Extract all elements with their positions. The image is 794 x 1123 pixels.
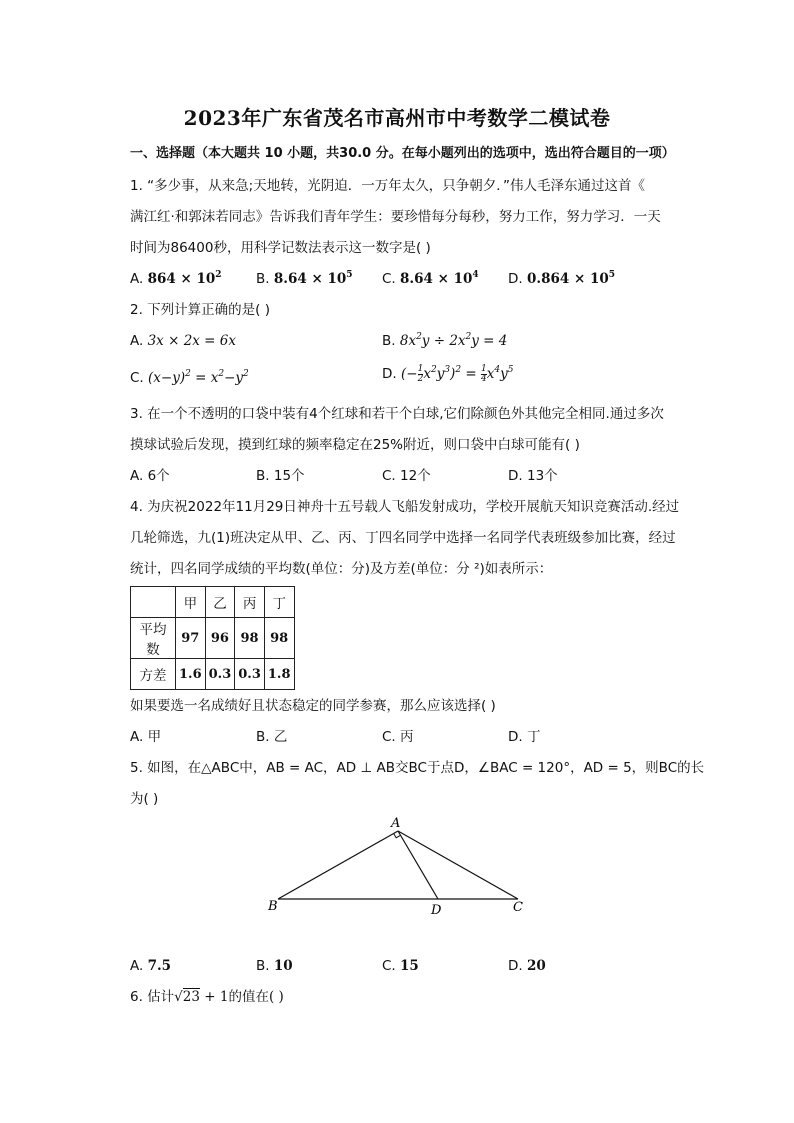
fraction-numerator: 1 xyxy=(417,364,424,374)
q5-line-1: 5. 如图，在△ABC中，AB = AC，AD ⊥ AB交BC于点D，∠BAC = 120°，AD = 5，则BC的长 xyxy=(130,760,705,776)
expr-exponent: 2 xyxy=(185,369,191,379)
fraction-numerator: 1 xyxy=(480,364,487,374)
option-value: 15 xyxy=(400,958,419,974)
expr-exponent: 2 xyxy=(243,369,249,379)
expr-part: y = 4 xyxy=(471,333,508,349)
table-cell: 甲 xyxy=(176,587,206,618)
table-cell: 98 xyxy=(235,618,265,659)
table-cell: 1.6 xyxy=(176,659,206,690)
fraction-denominator: 2 xyxy=(417,374,424,384)
table-cell: 96 xyxy=(205,618,235,659)
expr-part: 8x xyxy=(399,333,417,349)
q2-option-b xyxy=(382,331,507,351)
expr-exponent: 5 xyxy=(507,365,514,375)
expr-exponent: 2 xyxy=(465,332,472,342)
option-value: 10 xyxy=(273,958,293,974)
sqrt-radicand: 23 xyxy=(182,989,200,1005)
option-value: 乙 xyxy=(273,729,288,745)
option-label: C. xyxy=(382,271,396,287)
q3-option-d xyxy=(508,466,558,486)
vertex-label-c: C xyxy=(513,900,523,915)
option-label: B. xyxy=(256,729,270,745)
option-value: 8.64 × 10 xyxy=(273,271,347,287)
segment-ad xyxy=(398,831,438,899)
table-cell: 1.8 xyxy=(264,659,294,690)
expr-exponent: 2 xyxy=(455,365,462,375)
side-ab xyxy=(278,831,398,899)
q3-line-1: 3. 在一个不透明的口袋中装有4个红球和若干个白球,它们除颜色外其他完全相同.通过多次 xyxy=(130,406,664,422)
option-label: A. xyxy=(130,958,144,974)
q6-text-post: + 1的值在( ) xyxy=(199,989,284,1005)
table-cell: 98 xyxy=(264,618,294,659)
table-cell: 0.3 xyxy=(235,659,265,690)
q2-option-d xyxy=(382,364,513,384)
expr-part: ) xyxy=(450,366,456,382)
table-cell: 97 xyxy=(176,618,206,659)
table-cell: 丙 xyxy=(235,587,265,618)
fraction-denominator: 4 xyxy=(480,374,487,384)
option-value: 甲 xyxy=(147,729,162,745)
q1-option-c xyxy=(382,269,479,289)
option-label: D. xyxy=(508,468,523,484)
option-value: 864 × 10 xyxy=(147,271,216,287)
expr-part: y ÷ 2x xyxy=(421,333,466,349)
expr-exponent: 3 xyxy=(444,365,451,375)
option-exponent: 5 xyxy=(608,270,616,280)
option-exponent: 5 xyxy=(346,270,353,280)
expr-part: x xyxy=(423,366,431,382)
option-label: B. xyxy=(256,271,270,287)
option-value: 0.864 × 10 xyxy=(526,271,609,287)
option-label: D. xyxy=(508,271,523,287)
option-exponent: 4 xyxy=(472,270,479,280)
option-value: 15个 xyxy=(273,468,305,484)
option-label: A. xyxy=(130,333,144,349)
expr-part: y xyxy=(500,366,508,382)
table-row xyxy=(131,659,295,690)
q5-option-c xyxy=(382,956,419,976)
option-expression: 3x × 2x = 6x xyxy=(147,333,236,349)
q4-option-a xyxy=(130,727,161,747)
q1-option-d xyxy=(508,269,615,289)
option-label: A. xyxy=(130,729,144,745)
expr-part: = xyxy=(461,366,481,382)
option-label: D. xyxy=(382,366,397,382)
expr-part: x xyxy=(486,366,495,382)
q5-option-d xyxy=(508,956,546,976)
option-value: 13个 xyxy=(526,468,558,484)
table-cell xyxy=(131,587,176,618)
option-value: 8.64 × 10 xyxy=(400,271,473,287)
q4-option-d xyxy=(508,727,540,747)
table-header-row xyxy=(131,587,295,618)
option-label: C. xyxy=(382,468,396,484)
q3-line-2: 摸球试验后发现，摸到红球的频率稳定在25%附近，则口袋中白球可能有( ) xyxy=(130,437,580,453)
q1-line-3: 时间为86400秒，用科学记数法表示这一数字是( ) xyxy=(130,240,431,256)
option-label: B. xyxy=(256,958,270,974)
option-label: D. xyxy=(508,729,523,745)
option-label: A. xyxy=(130,468,144,484)
option-label: C. xyxy=(130,370,144,386)
q1-option-b xyxy=(256,269,353,289)
section-heading: 一、选择题（本大题共 10 小题，共30.0 分。在每小题列出的选项中，选出符合题目的一项） xyxy=(130,146,675,161)
expr-exponent: 2 xyxy=(218,369,225,379)
sqrt-symbol: √ xyxy=(174,989,183,1005)
q4-line-3: 统计，四名同学成绩的平均数(单位：分)及方差(单位：分 ²)如表所示： xyxy=(130,561,553,577)
expr-part: −y xyxy=(224,370,244,386)
expr-exponent: 2 xyxy=(430,365,437,375)
option-label: D. xyxy=(508,958,523,974)
option-label: B. xyxy=(256,468,270,484)
table-cell: 乙 xyxy=(205,587,235,618)
q5-option-b xyxy=(256,956,293,976)
q4-option-b xyxy=(256,727,287,747)
option-value: 6个 xyxy=(147,468,170,484)
option-label: B. xyxy=(382,333,396,349)
q1-option-a xyxy=(130,269,222,289)
q1-line-2: 满江红·和郭沫若同志》告诉我们青年学生：要珍惜每分每秒，努力工作，努力学习．一天 xyxy=(130,209,661,225)
page-title: 2023年广东省茂名市高州市中考数学二模试卷 xyxy=(183,106,611,130)
q6-stem xyxy=(130,987,284,1007)
q6-text-pre: 6. 估计 xyxy=(130,989,175,1005)
option-label: C. xyxy=(382,958,396,974)
option-value: 20 xyxy=(526,958,546,974)
q4-line-1: 4. 为庆祝2022年11月29日神舟十五号载人飞船发射成功，学校开展航天知识竞赛活动.经过 xyxy=(130,499,680,515)
expr-exponent: 2 xyxy=(416,332,422,342)
vertex-label-a: A xyxy=(391,816,401,831)
scores-table xyxy=(130,586,295,690)
option-value: 丙 xyxy=(400,729,414,745)
option-exponent: 2 xyxy=(215,270,222,280)
q2-option-a xyxy=(130,331,236,351)
q5-line-2: 为( ) xyxy=(130,791,159,807)
table-cell: 平均数 xyxy=(131,618,176,659)
q3-option-a xyxy=(130,466,170,486)
vertex-label-b: B xyxy=(268,899,278,914)
expr-part: y xyxy=(436,366,445,382)
q4-line-2: 几轮筛选，九(1)班决定从甲、乙、丙、丁四名同学中选择一名同学代表班级参加比赛，经过 xyxy=(130,530,676,546)
triangle-figure xyxy=(260,812,530,918)
option-value: 丁 xyxy=(526,729,541,745)
table-row xyxy=(131,618,295,659)
option-value: 12个 xyxy=(400,468,431,484)
q4-after-table: 如果要选一名成绩好且状态稳定的同学参赛，那么应该选择( ) xyxy=(130,698,496,714)
expr-part: (x−y) xyxy=(148,370,186,386)
q3-option-b xyxy=(256,466,305,486)
table-cell: 丁 xyxy=(264,587,294,618)
option-label: C. xyxy=(382,729,396,745)
q3-option-c xyxy=(382,466,431,486)
q5-option-a xyxy=(130,956,171,976)
q4-option-c xyxy=(382,727,414,747)
option-value: 7.5 xyxy=(147,958,172,974)
expr-part: (− xyxy=(400,366,418,382)
table-cell: 方差 xyxy=(131,659,176,690)
q2-stem: 2. 下列计算正确的是( ) xyxy=(130,302,270,318)
option-label: A. xyxy=(130,271,144,287)
expr-part: = x xyxy=(190,370,219,386)
q1-line-1: 1. “多少事，从来急;天地转，光阴迫．一万年太久，只争朝夕．”伟人毛泽东通过这首《 xyxy=(130,178,645,194)
side-ac xyxy=(398,831,518,899)
q2-option-c xyxy=(130,368,249,388)
vertex-label-d: D xyxy=(431,903,442,918)
expr-exponent: 4 xyxy=(494,365,501,375)
table-cell: 0.3 xyxy=(205,659,235,690)
